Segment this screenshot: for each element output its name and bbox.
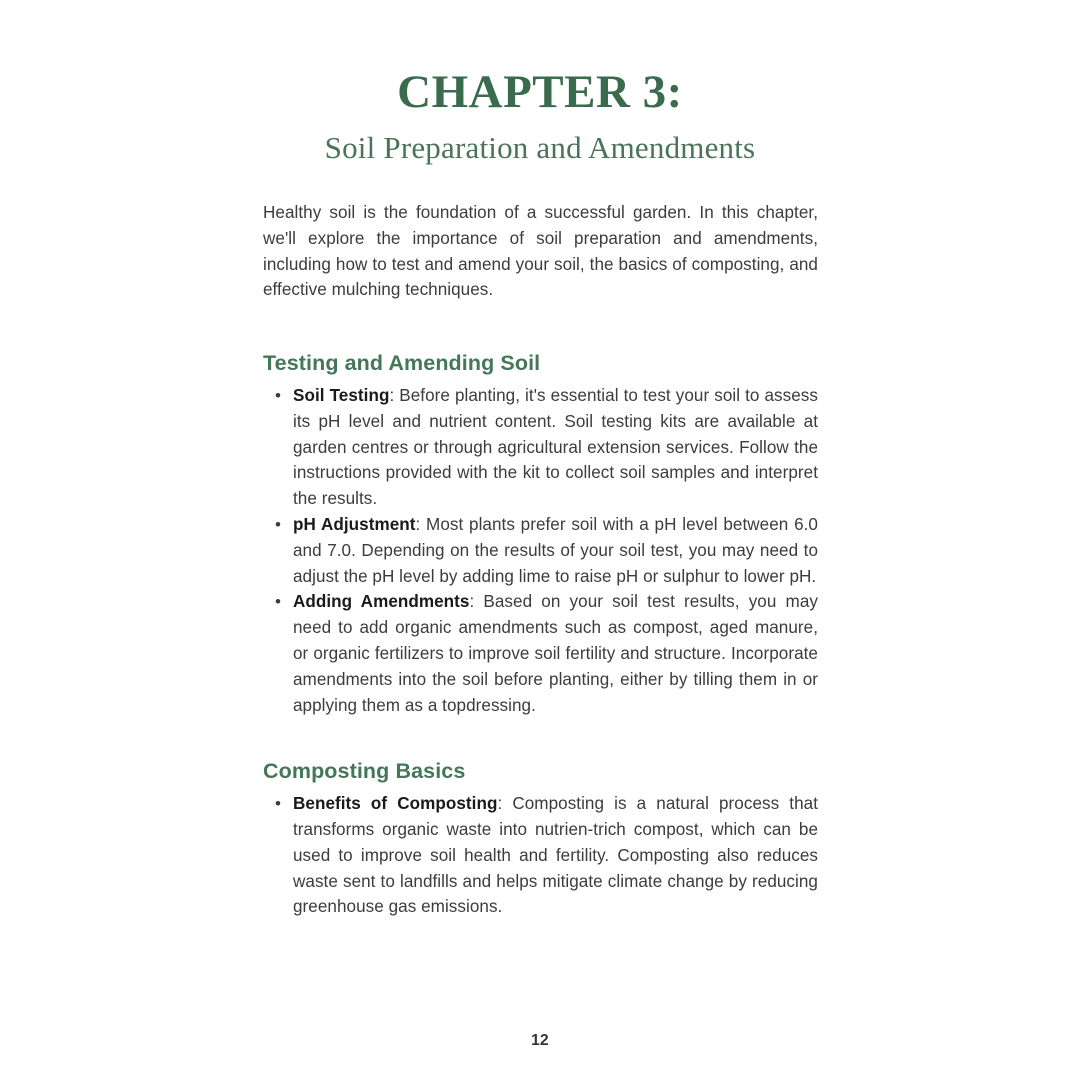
list-item-body: : Most plants prefer soil with a pH level between 6.0 and 7.0. Depending on the results of your soil test, you may need to adjust the pH level by adding lime to raise pH or sulphur to lower pH. (293, 514, 818, 586)
page-content (263, 200, 818, 920)
page-number: 12 (531, 1032, 549, 1049)
list-item (263, 791, 818, 920)
section-testing-and-amending-soil (263, 351, 818, 718)
section-composting-basics (263, 759, 818, 920)
list-item-body: : Composting is a natural process that transforms organic waste into nutrien-trich compost, which can be used to improve soil health and fertility. Composting also reduces waste sent to landfills and helps mitigate climate change by reducing greenhouse gas emissions. (293, 794, 819, 917)
list-item (263, 589, 818, 718)
chapter-subtitle: Soil Preparation and Amendments (324, 129, 756, 165)
bullet-list (263, 383, 818, 718)
chapter-title: CHAPTER 3: (397, 66, 683, 118)
list-item-body: : Based on your soil test results, you may need to add organic amendments such as compost, aged manure, or organic fertilizers to improve soil fertility and structure. Incorporate amendments into the soil before planting, either by tilling them in or applying them as a topdressing. (293, 592, 819, 715)
section-heading: Testing and Amending Soil (263, 351, 541, 376)
bullet-point-icon: • (275, 794, 282, 814)
bullet-point-icon: • (275, 592, 282, 612)
list-item-lead: Adding Amendments (293, 592, 470, 612)
list-item-lead: Benefits of Composting (293, 794, 498, 814)
list-item-body: : Before planting, it's essential to test your soil to assess its pH level and nutrient content. Soil testing kits are available at garden centres or through agricultural extension services. Follow the instructions provided with the kit to collect soil samples and interpret the results. (293, 385, 818, 509)
bullet-list (263, 791, 818, 920)
page-footer (0, 1032, 1080, 1050)
chapter-header (0, 0, 1080, 166)
section-heading: Composting Basics (263, 759, 466, 784)
bullet-point-icon: • (275, 514, 282, 534)
list-item (263, 383, 818, 512)
list-item (263, 512, 818, 589)
list-item-lead: pH Adjustment (293, 514, 416, 534)
intro-paragraph: Healthy soil is the foundation of a successful garden. In this chapter, we'll explore the importance of soil preparation and amendments, including how to test and amend your soil, the basics of composting, and effective mulching techniques. (263, 203, 818, 300)
bullet-point-icon: • (275, 385, 282, 405)
list-item-lead: Soil Testing (293, 385, 390, 405)
